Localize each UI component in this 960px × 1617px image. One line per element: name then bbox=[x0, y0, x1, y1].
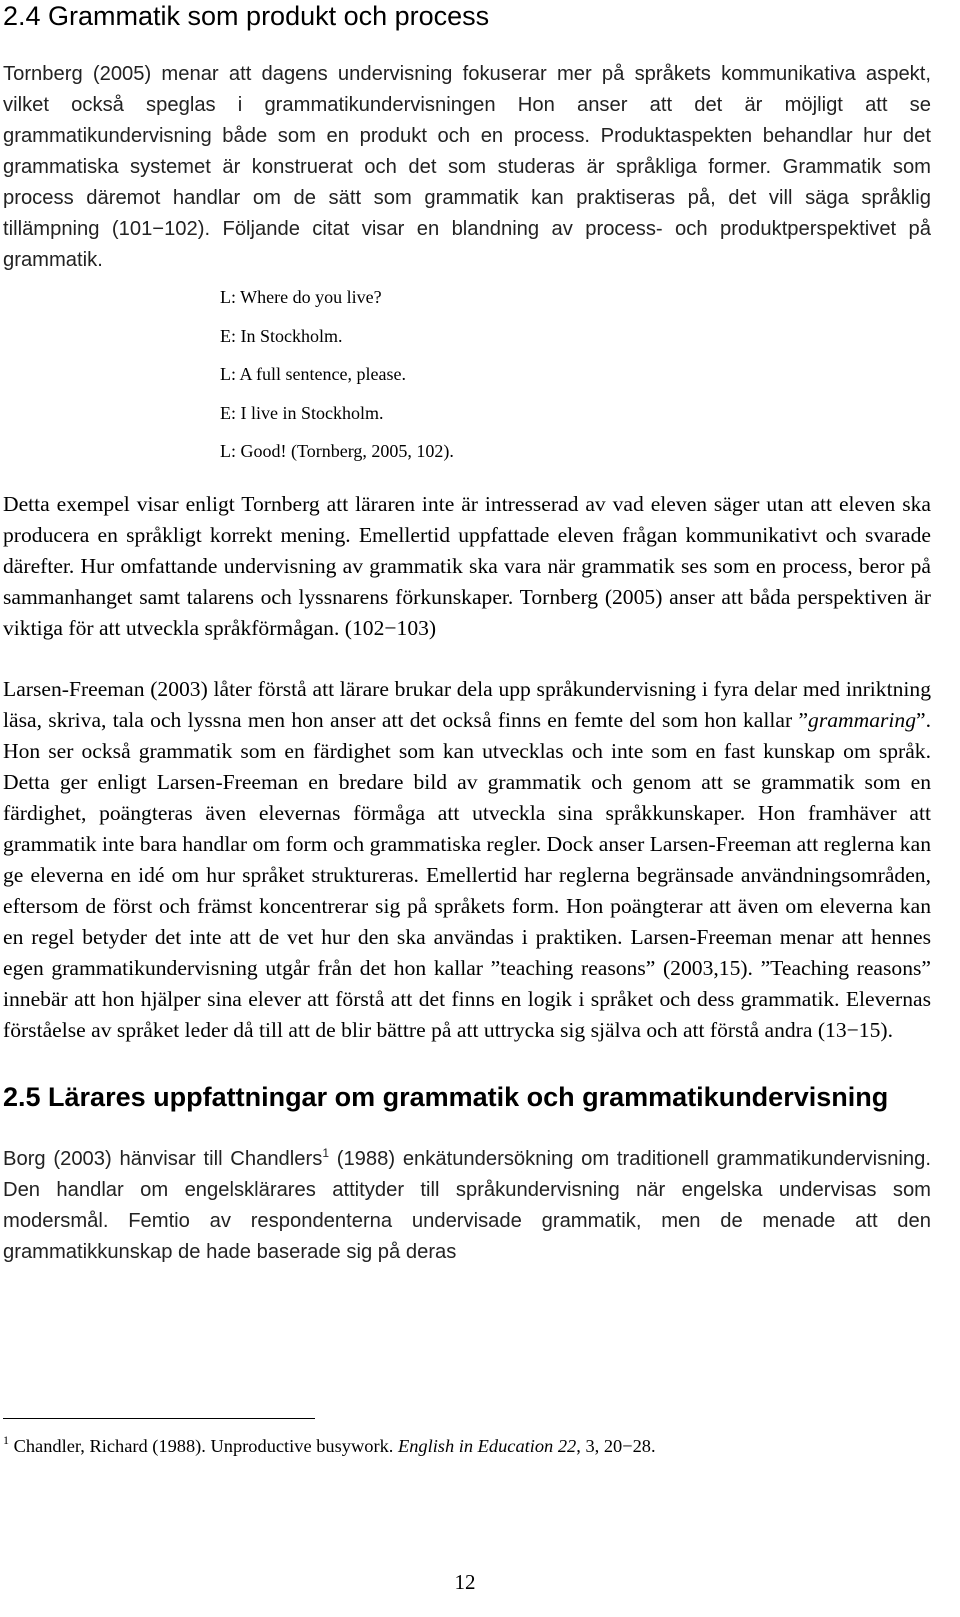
section-heading-2-5: 2.5 Lärares uppfattningar om grammatik och grammatikundervisning bbox=[3, 1081, 889, 1112]
dialog-line: L: Good! (Tornberg, 2005, 102). bbox=[220, 441, 454, 461]
footnote bbox=[3, 1432, 656, 1460]
paragraph-larsen-freeman bbox=[3, 674, 931, 1046]
dialog-line: E: In Stockholm. bbox=[220, 325, 343, 346]
dialog-quote bbox=[3, 278, 931, 471]
paragraph-example-analysis: Detta exempel visar enligt Tornberg att läraren inte är intresserad av vad eleven säger utan att eleven ska producera en språkligt korrekt mening. Emellertid uppfattade eleven frågan kommunikativt och svarade därefter. Hur omfattande undervisning av grammatik ska vara när grammatik ses som en process, beror på sammanhanget samt talarens och lyssnarens förkunskaper. Tornberg (2005) anser att båda perspektiven är viktiga för att utveckla språkförmågan. (102−103) bbox=[3, 491, 931, 640]
dialog-line: L: Where do you live? bbox=[220, 287, 382, 307]
section-heading-2-4: 2.4 Grammatik som produkt och process bbox=[3, 1, 490, 31]
footnote-marker: 1 bbox=[3, 1433, 9, 1447]
footnote-separator bbox=[3, 1418, 315, 1419]
dialog-line: L: A full sentence, please. bbox=[220, 364, 406, 384]
text-run: Larsen-Freeman (2003) låter förstå att lärare brukar dela upp språkundervisning i fyra delar med inriktning läsa, skriva, tala och lyssna men hon anser att det också finns en femte del som hon kallar ” bbox=[3, 676, 931, 732]
paragraph-borg-chandler bbox=[3, 1144, 931, 1268]
page-number: 12 bbox=[454, 1570, 476, 1594]
text-run: Borg (2003) hänvisar till Chandlers bbox=[3, 1147, 323, 1170]
footnote-reference[interactable]: 1 bbox=[322, 1145, 329, 1160]
text-run: (1988) enkätundersökning om traditionell grammatikundervisning. Den handlar om engelsklärares attityder till språkundervisning när engelska undervisas som modersmål. Femtio av respondenterna undervisade grammatik, men de menade att den grammatikkunskap de hade baserade sig på deras bbox=[3, 1147, 931, 1263]
paragraph-tornberg-intro: Tornberg (2005) menar att dagens undervisning fokuserar mer på språkets kommunikativa aspekt, vilket också speglas i grammatikundervisningen Hon anser att det är möjligt att se grammatikundervisning både som en produkt och en process. Produktaspekten behandlar hur det grammatiska systemet är konstruerat och det som studeras är språkliga former. Grammatik som process däremot handlar om de sätt som grammatik kan praktiseras på, det vill säga språklig tillämpning (101−102). Följande citat visar en blandning av process- och produktperspektivet på grammatik. bbox=[3, 63, 931, 271]
dialog-line: E: I live in Stockholm. bbox=[220, 402, 384, 423]
footnote-text: , 3, 20−28. bbox=[576, 1436, 656, 1456]
text-run: ”. Hon ser också grammatik som en färdighet som kan utvecklas och inte som en fast kunskap om språk. Detta ger enligt Larsen-Freeman en bredare bild av grammatik och genom att se grammatik som en färdighet, poängteras även elevernas förmåga att utveckla sina språkkunskaper. Hon framhäver att grammatik inte bara handlar om form och grammatiska regler. Dock anser Larsen-Freeman att reglerna kan ge eleverna en idé om hur språket struktureras. Emellertid har reglerna begränsade användningsområden, eftersom de först och främst koncentrerar sig på språkets form. Hon poängterar att även om eleverna kan en regel betyder det inte att de vet hur den ska användas i praktiken. Larsen-Freeman menar att hennes egen grammatikundervisning utgår från det hon kallar ”teaching reasons” (2003,15). ”Teaching reasons” innebär att hon hjälper sina elever att förstå att det finns en logik i språket och dess grammatik. Elevernas förståelse av språket leder då till att de blir bättre på att uttrycka sig själva och att förstå andra (13−15). bbox=[3, 707, 931, 1042]
term-grammaring: grammaring bbox=[808, 707, 917, 732]
footnote-journal: English in Education 22 bbox=[397, 1436, 577, 1456]
footnote-text: Chandler, Richard (1988). Unproductive busywork. bbox=[9, 1436, 398, 1456]
